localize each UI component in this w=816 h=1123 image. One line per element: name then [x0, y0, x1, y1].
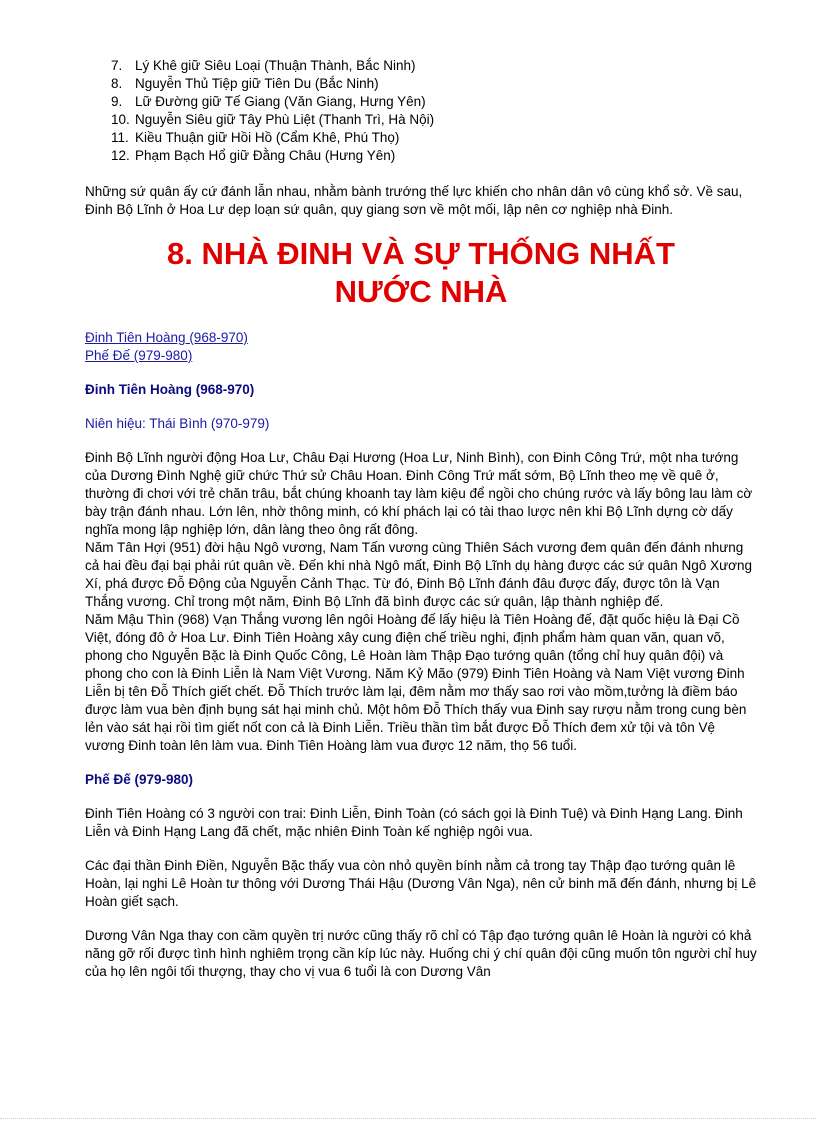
chapter-title-line2: NƯỚC NHÀ — [334, 274, 508, 309]
list-text: Kiều Thuận giữ Hồi Hồ (Cẩm Khê, Phú Thọ) — [135, 130, 400, 145]
list-item — [111, 129, 757, 147]
list-item — [111, 75, 757, 93]
list-number: 9. — [111, 94, 123, 109]
paragraph: Đinh Bộ Lĩnh người động Hoa Lư, Châu Đại Hương (Hoa Lư, Ninh Bình), con Đinh Công Trứ, một nha tướng của Dương Đình Nghệ giữ chức Thứ sử Châu Hoan. Đinh Công Trứ mất sớm, Bộ Lĩnh theo mẹ về quê ở, thường đi chơi với trẻ chăn trâu, bắt chúng khoanh tay làm kiệu để ngồi cho chúng rước và lấy bông lau làm cờ bày trận đánh nhau. Lớn lên, nhờ thông minh, có khí phách lại có tài thao lược nên khi Bộ Lĩnh dựng cờ dấy nghĩa mong lập nghiệp lớn, dân làng theo ông rất đông. — [85, 450, 753, 537]
list-text: Phạm Bạch Hổ giữ Đằng Châu (Hưng Yên) — [135, 148, 396, 163]
link-phe-de[interactable]: Phế Đế (979-980) — [85, 348, 193, 363]
document-page — [85, 57, 757, 981]
list-text: Nguyễn Siêu giữ Tây Phù Liệt (Thanh Trì, Hà Nội) — [135, 112, 435, 127]
list-number: 8. — [111, 76, 123, 91]
chapter-title — [85, 235, 757, 311]
list-item — [111, 147, 757, 165]
list-number: 12. — [111, 148, 130, 163]
list-item — [111, 57, 757, 75]
section-heading-dinh-tien-hoang: Đinh Tiên Hoàng (968-970) — [85, 382, 255, 397]
page-bottom-divider — [0, 1118, 816, 1119]
list-number: 7. — [111, 58, 123, 73]
paragraph: Năm Tân Hợi (951) đời hậu Ngô vương, Nam Tấn vương cùng Thiên Sách vương đem quân đến đánh nhưng cả hai đều đại bại phải rút quân về. Đến khi nhà Ngô mất, Đinh Bộ Lĩnh dụ hàng được các sứ quân Ngô Xương Xí, phá được Đỗ Động của Nguyễn Cảnh Thạc. Từ đó, Đinh Bộ Lĩnh đánh đâu được đấy, được tôn là Vạn Thắng vương. Chỉ trong một năm, Đinh Bộ Lĩnh đã bình được các sứ quân, lập thành nghiệp đế. — [85, 540, 752, 609]
list-text: Lữ Đường giữ Tế Giang (Văn Giang, Hưng Yên) — [135, 94, 426, 109]
intro-paragraph: Những sứ quân ấy cứ đánh lẫn nhau, nhằm bành trướng thế lực khiến cho nhân dân vô cùng khổ sở. Về sau, Đinh Bộ Lĩnh ở Hoa Lư dẹp loạn sứ quân, quy giang sơn về một mối, lập nên cơ nghiệp nhà Đinh. — [85, 184, 743, 217]
paragraph: Năm Mậu Thìn (968) Vạn Thắng vương lên ngôi Hoàng đế lấy hiệu là Tiên Hoàng đế, đặt quốc hiệu là Đại Cồ Việt, đóng đô ở Hoa Lư. Đinh Tiên Hoàng xây cung điện chế triều nghi, định phẩm hàm quan văn, quan võ, phong cho Nguyễn Bặc là Đinh Quốc Công, Lê Hoàn làm Thập Đạo tướng quân (tổng chỉ huy quân đội) và phong cho con là Đinh Liễn là Nam Việt Vương. Năm Kỷ Mão (979) Đinh Tiên Hoàng và Nam Việt vương Đinh Liễn bị tên Đỗ Thích giết chết. Đỗ Thích trước làm lại, đêm nằm mơ thấy sao rơi vào mồm,tưởng là điềm báo được làm vua bèn định bụng sát hại minh chủ. Một hôm Đỗ Thích thấy vua Đinh say rượu nằm trong cung bèn lẻn vào sát hại rồi tìm giết nốt con cả là Đinh Liễn. Triều thần tìm bắt được Đỗ Thích đem xử tội và tôn Vệ vương Đinh toàn lên làm vua. Đinh Tiên Hoàng làm vua được 12 năm, thọ 56 tuổi. — [85, 612, 747, 753]
section-heading-phe-de: Phế Đế (979-980) — [85, 772, 194, 787]
paragraph: Các đại thần Đinh Điền, Nguyễn Bặc thấy vua còn nhỏ quyền bính nằm cả trong tay Thập đạo tướng quân lê Hoàn, lại nghi Lê Hoàn tư thông với Dương Thái Hậu (Dương Vân Nga), nên cử binh mã đến đánh, nhưng bị Lê Hoàn giết sạch. — [85, 858, 757, 909]
list-text: Nguyễn Thủ Tiệp giữ Tiên Du (Bắc Ninh) — [135, 76, 379, 91]
list-number: 11. — [111, 130, 129, 145]
list-number: 10. — [111, 112, 130, 127]
list-item — [111, 93, 757, 111]
sudquan-list — [85, 57, 757, 165]
link-dinh-tien-hoang[interactable]: Đinh Tiên Hoàng (968-970) — [85, 330, 248, 345]
toc-links — [85, 329, 757, 365]
paragraph: Dương Vân Nga thay con cầm quyền trị nước cũng thấy rõ chỉ có Tập đạo tướng quân lê Hoàn là người có khả năng gỡ rối được tình hình nghiêm trọng cần kíp lúc này. Huống chi ý chí quân đội cũng muốn tôn người chỉ huy của họ lên ngôi tối thượng, thay cho vị vua 6 tuổi là con Dương Vân — [85, 928, 757, 979]
nien-hieu-subheading: Niên hiệu: Thái Bình (970-979) — [85, 416, 270, 431]
list-item — [111, 111, 757, 129]
chapter-title-line1: 8. NHÀ ĐINH VÀ SỰ THỐNG NHẤT — [167, 236, 675, 271]
list-text: Lý Khê giữ Siêu Loại (Thuận Thành, Bắc Ninh) — [135, 58, 416, 73]
paragraph: Đinh Tiên Hoàng có 3 người con trai: Đinh Liễn, Đinh Toàn (có sách gọi là Đinh Tuệ) và Đinh Hạng Lang. Đinh Liễn và Đinh Hạng Lang đã chết, mặc nhiên Đinh Toàn kế nghiệp ngôi vua. — [85, 806, 743, 839]
